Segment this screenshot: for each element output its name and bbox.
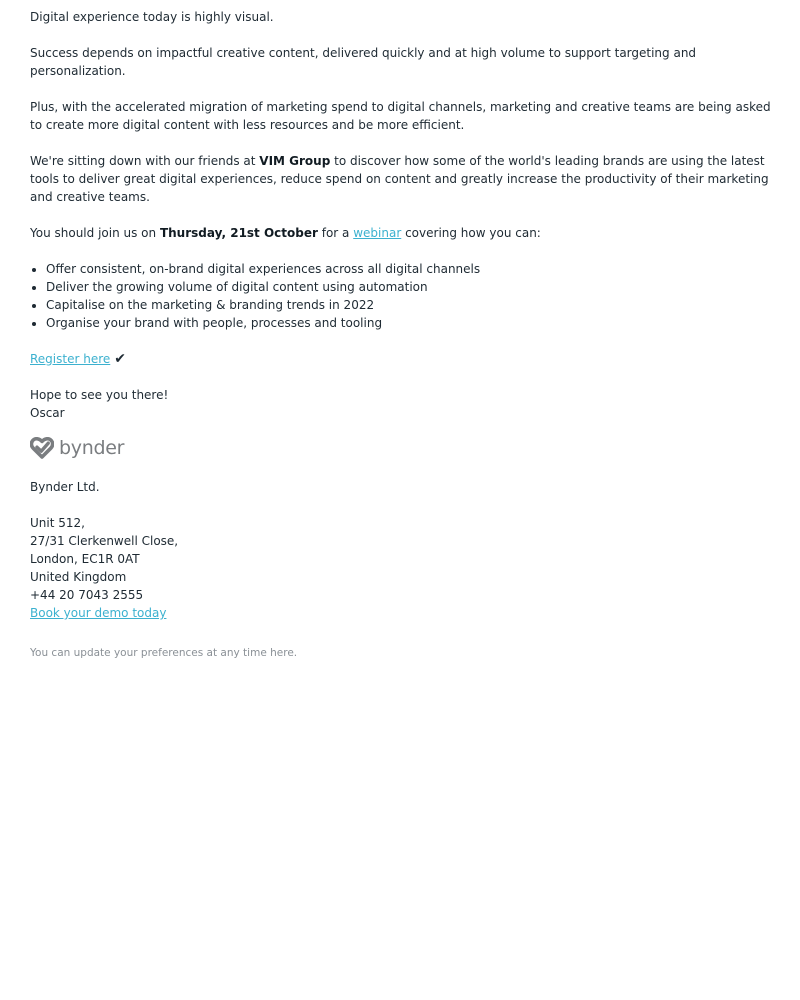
intro-paragraph-2: Success depends on impactful creative content, delivered quickly and at high volume to support targeting and personalization. <box>30 46 697 78</box>
partner-name: VIM Group <box>259 154 331 168</box>
p5-text-before: You should join us on <box>30 226 160 240</box>
intro-paragraph-1: Digital experience today is highly visual. <box>30 10 274 24</box>
p5-text-after: covering how you can: <box>401 226 541 240</box>
p4-text-before: We're sitting down with our friends at <box>30 154 260 168</box>
list-item: • Deliver the growing volume of digital content using automation <box>46 278 775 296</box>
address-line: London, EC1R 0AT <box>30 552 140 566</box>
signoff-name: Oscar <box>30 406 65 420</box>
webinar-link[interactable]: webinar <box>353 226 402 240</box>
event-date: Thursday, 21st October <box>159 226 318 240</box>
intro-paragraph-3: Plus, with the accelerated migration of marketing spend to digital channels, marketing and creative teams are being asked to create more digital content with less resources and be more efficient. <box>30 100 771 132</box>
address-line: 27/31 Clerkenwell Close, <box>30 534 179 548</box>
list-item: • Capitalise on the marketing & branding trends in 2022 <box>46 296 775 314</box>
bynder-logo <box>30 436 775 460</box>
register-link[interactable]: Register here <box>30 352 111 366</box>
intro-paragraph-5 <box>30 224 775 242</box>
book-demo-link[interactable]: Book your demo today <box>30 606 167 620</box>
heart-check-icon <box>30 437 54 459</box>
company-address <box>30 514 775 622</box>
company-phone: +44 20 7043 2555 <box>30 588 144 602</box>
signoff <box>30 386 775 422</box>
intro-paragraph-4 <box>30 152 775 206</box>
address-line: Unit 512, <box>30 516 85 530</box>
address-line: United Kingdom <box>30 570 127 584</box>
company-name: Bynder Ltd. <box>30 480 100 494</box>
list-item: • Organise your brand with people, processes and tooling <box>46 314 775 332</box>
signoff-greeting: Hope to see you there! <box>30 388 169 402</box>
p5-text-mid: for a <box>317 226 354 240</box>
p4-text-after: to discover how some of the world's leading brands are using the latest tools to deliver great digital experiences, reduce spend on content and greatly increase the productivity of their marketing and creative teams. <box>30 154 769 204</box>
preferences-note[interactable]: You can update your preferences at any time here. <box>30 647 298 659</box>
brand-wordmark: bynder <box>59 437 125 459</box>
checkmark-icon: ✔ <box>114 351 126 367</box>
benefits-list <box>30 260 775 332</box>
email-body <box>30 8 775 662</box>
list-item: • Offer consistent, on-brand digital experiences across all digital channels <box>46 260 775 278</box>
register-line <box>30 350 775 368</box>
